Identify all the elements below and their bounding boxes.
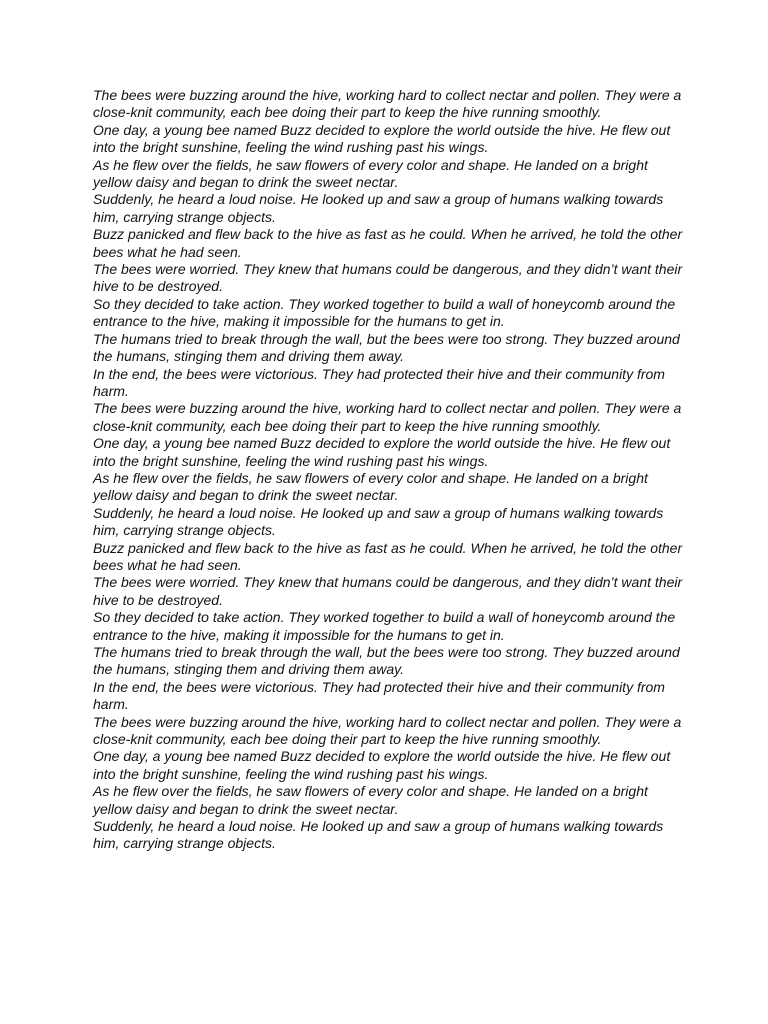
paragraph: The bees were buzzing around the hive, working hard to collect nectar and pollen. They were a close-knit community, each bee doing their part to keep the hive running smoothly. xyxy=(93,87,682,121)
paragraph: Buzz panicked and flew back to the hive as fast as he could. When he arrived, he told the other bees what he had seen. xyxy=(93,539,683,573)
paragraph: Suddenly, he heard a loud noise. He looked up and saw a group of humans walking towards him, carrying strange objects. xyxy=(93,818,664,852)
paragraph: The humans tried to break through the wall, but the bees were too strong. They buzzed around the humans, stinging them and driving them away. xyxy=(93,644,680,678)
paragraph: As he flew over the fields, he saw flowers of every color and shape. He landed on a bright yellow daisy and began to drink the sweet nectar. xyxy=(93,469,648,504)
paragraph: Suddenly, he heard a loud noise. He looked up and saw a group of humans walking towards him, carrying strange objects. xyxy=(93,504,664,539)
paragraph: In the end, the bees were victorious. They had protected their hive and their community from harm. xyxy=(93,678,665,713)
paragraph: Suddenly, he heard a loud noise. He looked up and saw a group of humans walking towards him, carrying strange objects. xyxy=(93,191,664,225)
paragraph: The bees were worried. They knew that humans could be dangerous, and they didn’t want their hive to be destroyed. xyxy=(93,574,683,608)
paragraph: In the end, the bees were victorious. They had protected their hive and their community from harm. xyxy=(93,365,665,399)
paragraph: As he flew over the fields, he saw flowers of every color and shape. He landed on a bright yellow daisy and began to drink the sweet nectar. xyxy=(93,156,648,191)
story-text xyxy=(93,87,683,853)
paragraph: So they decided to take action. They worked together to build a wall of honeycomb around the entrance to the hive, making it impossible for the humans to get in. xyxy=(93,295,676,330)
paragraph: One day, a young bee named Buzz decided to explore the world outside the hive. He flew out into the bright sunshine, feeling the wind rushing past his wings. xyxy=(93,435,671,469)
paragraph: The bees were buzzing around the hive, working hard to collect nectar and pollen. They were a close-knit community, each bee doing their part to keep the hive running smoothly. xyxy=(93,713,682,748)
paragraph: The bees were worried. They knew that humans could be dangerous, and they didn’t want their hive to be destroyed. xyxy=(93,261,683,295)
paragraph: So they decided to take action. They worked together to build a wall of honeycomb around the entrance to the hive, making it impossible for the humans to get in. xyxy=(93,609,676,643)
paragraph: The bees were buzzing around the hive, working hard to collect nectar and pollen. They were a close-knit community, each bee doing their part to keep the hive running smoothly. xyxy=(93,400,682,434)
paragraph: One day, a young bee named Buzz decided to explore the world outside the hive. He flew out into the bright sunshine, feeling the wind rushing past his wings. xyxy=(93,121,671,156)
paragraph: The humans tried to break through the wall, but the bees were too strong. They buzzed around the humans, stinging them and driving them away. xyxy=(93,330,680,365)
paragraph: As he flew over the fields, he saw flowers of every color and shape. He landed on a bright yellow daisy and began to drink the sweet nectar. xyxy=(93,783,648,817)
paragraph: One day, a young bee named Buzz decided to explore the world outside the hive. He flew out into the bright sunshine, feeling the wind rushing past his wings. xyxy=(93,748,671,782)
paragraph: Buzz panicked and flew back to the hive as fast as he could. When he arrived, he told the other bees what he had seen. xyxy=(93,226,683,260)
